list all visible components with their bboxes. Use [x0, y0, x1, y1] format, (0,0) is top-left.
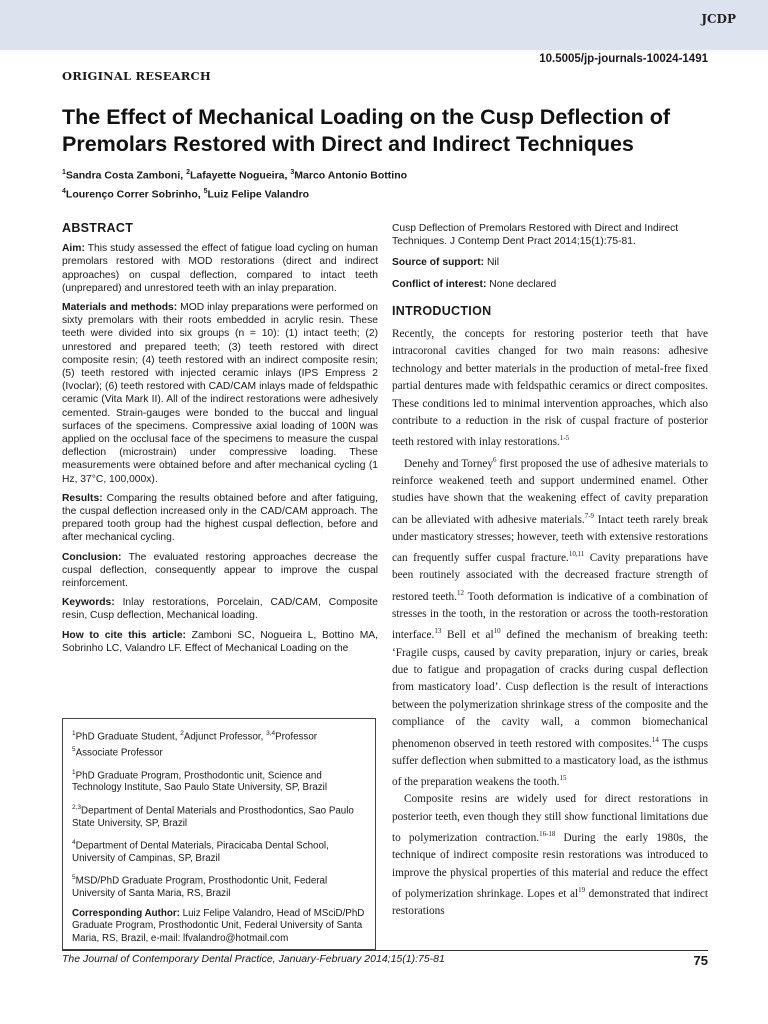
abstract-results — [62, 492, 378, 545]
introduction-heading: INTRODUCTION — [392, 303, 492, 318]
abstract-methods — [62, 301, 378, 486]
author-name: Lourenço Correr Sobrinho, — [65, 188, 204, 200]
affiliation-sup: 5 — [72, 874, 76, 882]
corresponding-author — [72, 908, 368, 946]
citation-ref: 7-9 — [584, 511, 595, 520]
role-sup: 5 — [72, 745, 76, 753]
affiliation-sup: 2,3 — [72, 803, 82, 811]
citation-ref: 16-18 — [539, 830, 556, 839]
role-sup: 2 — [180, 730, 184, 737]
intro-text: The cusps suffer deflection when submitted to a masticatory load, as the isthmus of the preparation weakens the tooth. — [392, 737, 708, 788]
author-name: Luiz Felipe Valandro — [207, 188, 310, 200]
intro-text: demonstrated that indirect restorations — [392, 887, 708, 918]
cite-label: How to cite this article: — [62, 629, 186, 641]
results-text: Comparing the results obtained before and after fatiguing, the cuspal deflection increased only in the CAD/CAM approach. The prepared tooth group had the highest cuspal deflection, before and after mechanical cycling. — [62, 492, 378, 544]
support-label: Source of support: — [392, 257, 485, 269]
role-text: Associate Professor — [75, 747, 163, 759]
corresponding-text: Luiz Felipe Valandro, Head of MSciD/PhD Graduate Program, Prosthodontic Unit, Federal University of Santa Maria, RS, Brazil, e-mail: lfvalandro@hotmail.com — [72, 907, 365, 944]
intro-paragraph-2 — [392, 452, 708, 792]
intro-text: Intact teeth rarely break under masticatory stresses; however, teeth with extensive restorations can frequently suffer cuspal fracture. — [392, 513, 709, 564]
keywords-text: Inlay restorations, Porcelain, CAD/CAM, Composite resin, Cusp deflection, Mechanical loading. — [62, 597, 378, 622]
author-sup: 2 — [186, 169, 190, 176]
doi[interactable]: 10.5005/jp-journals-10024-1491 — [539, 53, 708, 65]
affiliation-text: Department of Dental Materials, Piracicaba Dental School, University of Campinas, SP, Brazil — [72, 840, 329, 864]
citation-ref: 6 — [493, 455, 497, 464]
author-sup: 5 — [203, 187, 208, 195]
citation-ref: 15 — [559, 774, 567, 783]
affiliation-text: MSD/PhD Graduate Program, Prosthodontic Unit, Federal University of Santa Maria, RS, Brazil — [72, 875, 328, 900]
author-roles — [72, 728, 368, 760]
conclusion-label: Conclusion: — [62, 551, 122, 563]
corresponding-label: Corresponding Author: — [72, 907, 180, 919]
citation-ref: 10 — [493, 627, 501, 636]
author-sup: 3 — [290, 169, 295, 176]
affiliation-item — [72, 802, 368, 830]
citation-ref: 10,11 — [568, 550, 585, 559]
citation-continued: Cusp Deflection of Premolars Restored with Direct and Indirect Techniques. J Contemp Dent Pract 2014;15(1):75-81. — [392, 223, 679, 248]
methods-text: MOD inlay preparations were performed on sixty premolars with their roots embedded in acrylic resin. These teeth were divided into six groups (n = 10): (1) intact teeth; (2) unrestored and prepared teeth; (3) teeth restored with direct composite resin; (4) teeth restored with an indirect composite resin; (5) teeth restored with injected ceramic inlays (IPS Empress 2 (Ivoclar); (6) teeth restored with CAD/CAM inlays made of feldspathic ceramic (Vita Mark II). All of the indirect restorations were adhesively cemented. Strain-gauges were bonded to the buccal and lingual surfaces of the specimens. Compressive axial loading of 100N was applied on the occlusal face of the specimens to measure the cuspal deflection (microstrain) under compressive loading. These measurements were obtained before and after mechanical cycling (1 Hz, 37°C, 100,000x). — [62, 302, 378, 485]
results-label: Results: — [62, 492, 103, 504]
intro-paragraph-1 — [392, 326, 708, 452]
journal-abbrev: JCDP — [701, 12, 736, 26]
citation-ref: 14 — [651, 735, 659, 744]
citation-ref: 19 — [578, 886, 586, 895]
conflict-label: Conflict of interest: — [392, 278, 487, 290]
citation-ref: 1-5 — [559, 434, 570, 443]
author-line-2 — [62, 184, 662, 203]
conclusion-text: The evaluated restoring approaches decrease the cuspal deflection, consequently appear to improve the cuspal reinforcement. — [62, 551, 378, 590]
affiliation-sup: 4 — [72, 839, 76, 847]
abstract-column — [62, 222, 378, 661]
affiliation-text: Department of Dental Materials and Prosthodontics, Sao Paulo State University, SP, Brazil — [72, 805, 354, 829]
conflict-text: None declared — [486, 278, 557, 290]
intro-text: Bell et al — [441, 629, 494, 642]
author-sup: 4 — [62, 187, 66, 195]
affiliation-text: PhD Graduate Program, Prosthodontic unit, Science and Technology Institute, Sao Paulo State University, SP, Brazil — [72, 769, 328, 794]
header-band — [0, 0, 768, 50]
aim-label: Aim: — [62, 243, 85, 255]
author-sup: 1 — [62, 169, 66, 176]
intro-text: defined the mechanism of breaking teeth: ‘Fragile cusps, caused by cavity preparation, injury or caries, break due to fatigue and propagation of cracks during cuspal deflection from masticatory load’. Cusp deflection is the result of interactions between the polymerization shrinkage stress of the composite and the compliance of the cavity wall, a common biomechanical phenomenon observed in teeth restored with composites. — [392, 629, 708, 750]
article-title: The Effect of Mechanical Loading on the Cusp Deflection of Premolars Restored with Direct and Indirect Techniques — [62, 105, 671, 156]
author-list — [62, 165, 662, 202]
citation-ref: 13 — [434, 627, 442, 636]
abstract-heading: ABSTRACT — [62, 221, 134, 235]
role-text: Adjunct Professor, — [183, 731, 267, 743]
abstract-keywords — [62, 596, 378, 622]
introduction-body — [392, 326, 708, 921]
abstract-conclusion — [62, 551, 378, 591]
author-line-1 — [62, 165, 662, 184]
role-text: PhD Graduate Student, — [75, 731, 181, 743]
affiliation-item — [72, 872, 368, 900]
abstract-citation — [62, 629, 378, 655]
affiliation-item — [72, 767, 368, 795]
intro-text: Cavity preparations have been routinely associated with the decreased fracture strength of restored teeth. — [392, 551, 708, 603]
right-column — [392, 222, 708, 921]
page-number: 75 — [693, 953, 708, 968]
intro-paragraph-3 — [392, 791, 708, 920]
affiliation-sup: 1 — [72, 768, 76, 776]
intro-text: first proposed the use of adhesive materials to reinforce weakened teeth and support undermined enamel. Other studies have shown that the weakening effect of cavity preparation can be alleviated with adhesive materials. — [392, 457, 708, 526]
conflict-of-interest — [392, 278, 708, 291]
footer-journal: The Journal of Contemporary Dental Practice, January-February 2014;15(1):75-81 — [62, 953, 445, 965]
intro-text: Denehy and Torney — [404, 457, 494, 470]
author-name: Marco Antonio Bottino — [294, 169, 408, 182]
intro-text: Recently, the concepts for restoring posterior teeth that have intracoronal cavities changed for two main reasons: adhesive technology and better materials in the production of metal-free fixed partial dentures made with feldspathic ceramics or direct composites. These conditions led to minimal intervention approaches, which also contribute to a reduction in the risk of cuspal fracture of posterior teeth restored with inlay restorations. — [392, 328, 708, 449]
support-text: Nil — [484, 257, 499, 269]
cite-text: Zamboni SC, Nogueira L, Bottino MA, Sobrinho LC, Valandro LF. Effect of Mechanical Loading on the — [62, 629, 378, 654]
abstract-aim — [62, 242, 378, 295]
role-sup: 3,4 — [266, 730, 276, 737]
keywords-label: Keywords: — [62, 597, 115, 609]
intro-text: During the early 1980s, the technique of indirect composite resin restorations was introduced to improve the physical properties of this material and reduce the effect of polymerization shrinkage. Lopes et al — [392, 831, 708, 900]
intro-text: Tooth deformation is indicative of a combination of stresses in the tooth, in the restoration or across the tooth-restoration interface. — [392, 590, 708, 642]
affiliations-content — [72, 728, 368, 952]
affiliation-item — [72, 837, 368, 865]
section-label: ORIGINAL RESEARCH — [62, 69, 211, 83]
methods-label: Materials and methods: — [62, 302, 178, 314]
author-name: Sandra Costa Zamboni, — [65, 169, 187, 182]
citation-ref: 12 — [456, 588, 464, 597]
role-text: Professor — [275, 731, 318, 743]
role-sup: 1 — [72, 730, 76, 737]
aim-text: This study assessed the effect of fatigue load cycling on human premolars restored with MOD restorations (direct and indirect approaches) on cuspal deflection, compared to intact teeth (unprepared) and unrestored teeth with an inlay preparation. — [62, 243, 378, 294]
intro-text: Composite resins are widely used for direct restorations in posterior teeth, even though they still show functional limitations due to polymerization contraction. — [392, 793, 708, 844]
source-of-support — [392, 256, 708, 269]
footer-rule — [62, 950, 708, 951]
author-name: Lafayette Nogueira, — [190, 169, 291, 182]
